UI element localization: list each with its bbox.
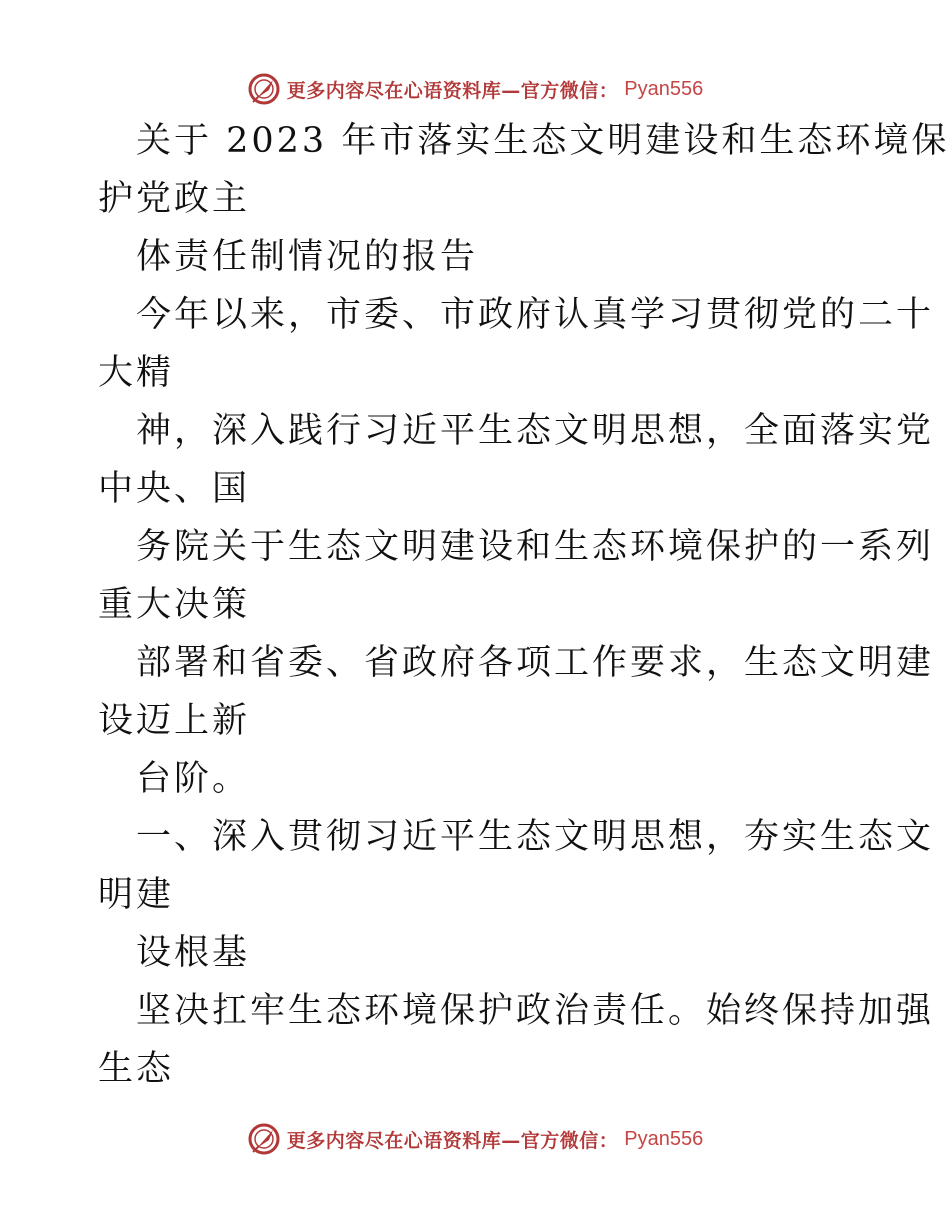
text-line: 大精	[98, 353, 175, 393]
quill-logo-icon	[247, 1122, 281, 1156]
watermark-text: 更多内容尽在心语资料库—官方微信：	[286, 1129, 619, 1152]
text-line: 关于 2023 年市落实生态文明建设和生态环境保	[136, 121, 950, 161]
text-line: 务院关于生态文明建设和生态环境保护的一系列	[136, 527, 935, 567]
text-line: 重大决策	[98, 585, 251, 625]
text-line: 坚决扛牢生态环境保护政治责任。始终保持加强	[136, 991, 935, 1031]
text-line: 神，深入践行习近平生态文明思想，全面落实党	[136, 411, 935, 451]
text-line: 台阶。	[136, 759, 251, 799]
text-line: 一、深入贯彻习近平生态文明思想，夯实生态文	[136, 817, 935, 857]
text-line: 设迈上新	[98, 701, 251, 741]
text-line: 体责任制情况的报告	[136, 237, 479, 277]
text-line: 今年以来，市委、市政府认真学习贯彻党的二十	[136, 295, 935, 335]
text-line: 中央、国	[98, 469, 251, 509]
watermark-wechat-id: Pyan556	[624, 1127, 704, 1150]
document-body	[98, 112, 950, 1098]
header-watermark	[0, 72, 950, 106]
text-line: 部署和省委、省政府各项工作要求，生态文明建	[136, 643, 935, 683]
text-line: 护党政主	[98, 179, 251, 219]
text-line: 设根基	[136, 933, 251, 973]
quill-logo-icon	[247, 72, 281, 106]
footer-watermark	[0, 1122, 950, 1156]
text-line: 明建	[98, 875, 175, 915]
text-line: 生态	[98, 1049, 175, 1089]
watermark-text: 更多内容尽在心语资料库—官方微信：	[286, 79, 619, 102]
watermark-wechat-id: Pyan556	[624, 77, 704, 100]
